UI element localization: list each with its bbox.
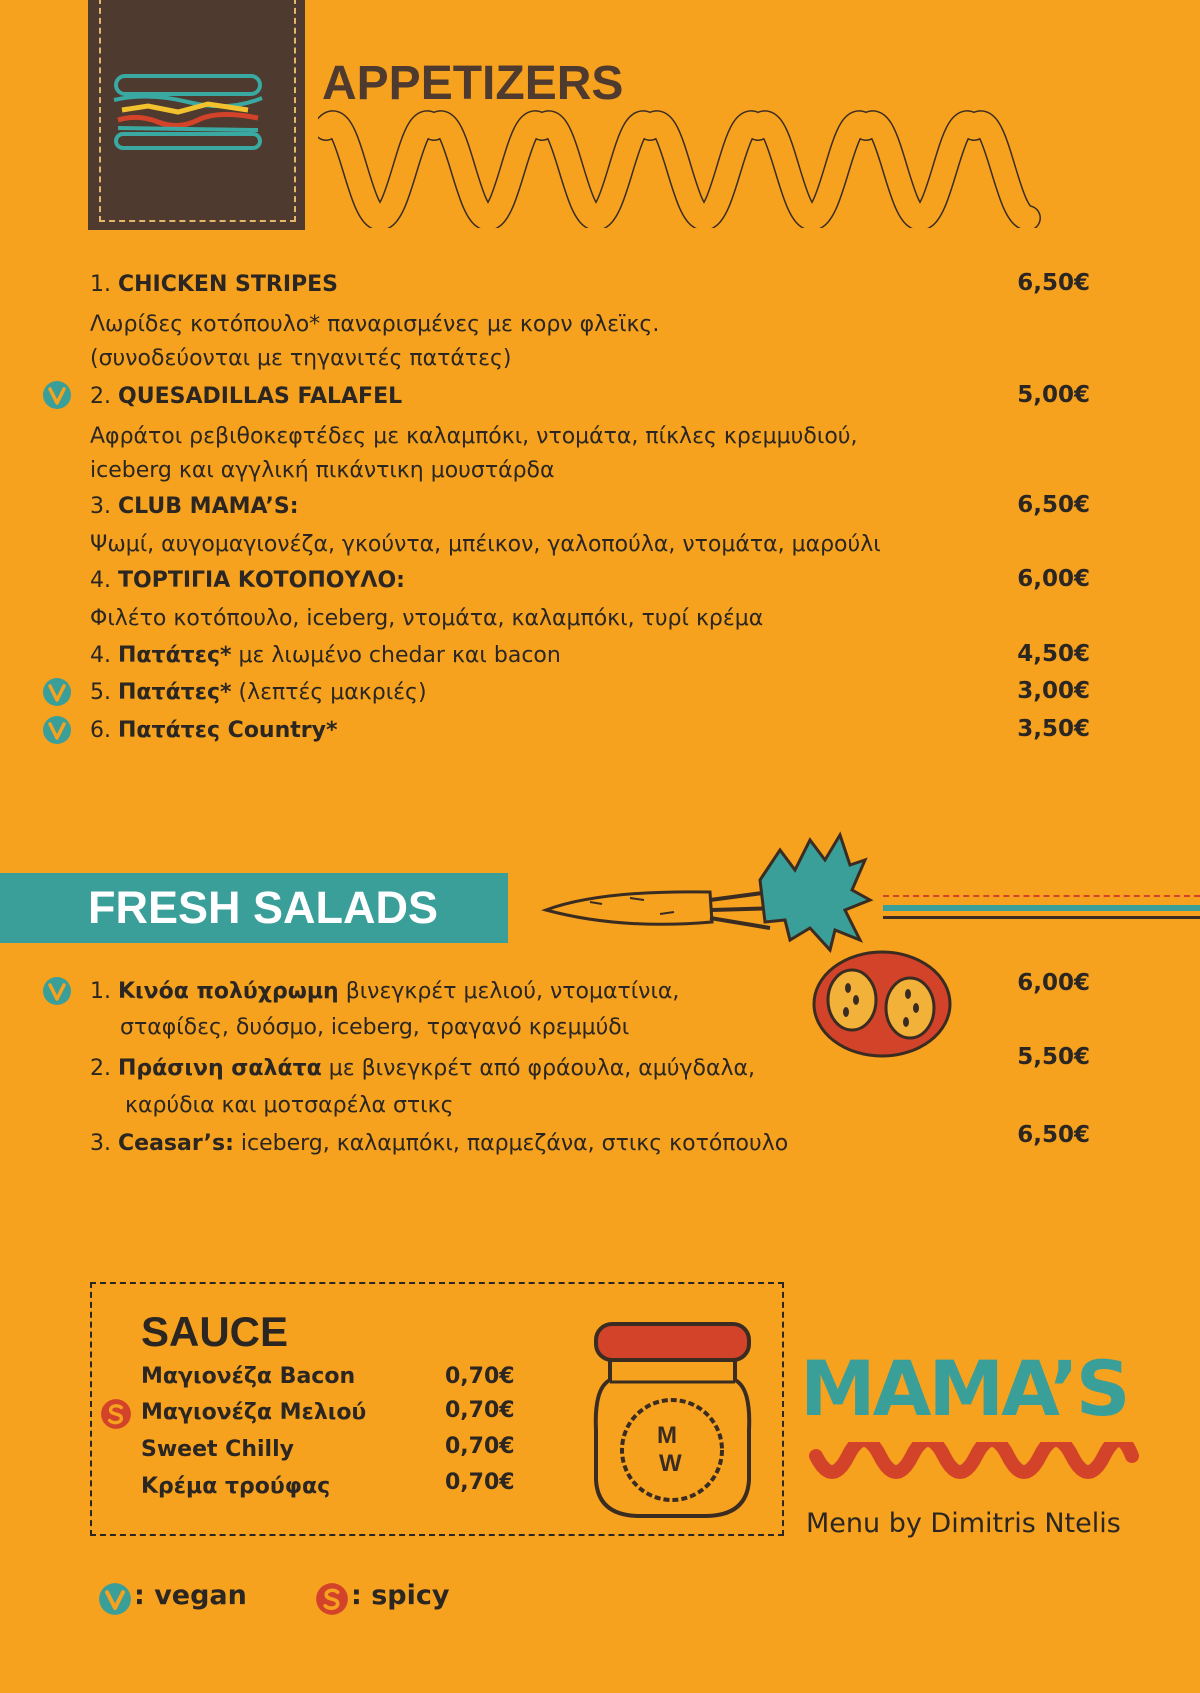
item-description: Λωρίδες κοτόπουλο* παναρισμένες με κορν φλεϊκς. [90,312,660,337]
sauce-title: SAUCE [141,1308,289,1355]
sauce-item-name: Μαγιονέζα Μελιού [141,1400,367,1425]
item-price: 5,00€ [1017,382,1090,408]
item-price: 6,50€ [1017,1122,1090,1148]
menu-item: 5. Πατάτες* (λεπτές μακριές) [90,680,427,705]
item-name: Πατάτες* [118,680,232,705]
vegan-icon [98,1582,132,1616]
item-price: 6,50€ [1017,492,1090,518]
item-description: Φιλέτο κοτόπουλο, iceberg, ντομάτα, καλαμπόκι, τυρί κρέμα [90,606,764,631]
salads-divider [883,895,1200,897]
item-description: σταφίδες, δυόσμο, iceberg, τραγανό κρεμμύδι [120,1015,630,1040]
menu-item: 3. CLUB MAMA’S: [90,494,299,519]
vegan-icon [42,380,72,410]
menu-item: 6. Πατάτες Country* [90,718,338,743]
jar-label: W [659,1450,682,1477]
salads-title: FRESH SALADS [88,882,439,933]
item-name: CLUB MAMA’S: [118,494,299,519]
menu-item: 1. CHICKEN STRIPES [90,272,339,297]
menu-item: 2. Πράσινη σαλάτα με βινεγκρέτ από φράουλα, αμύγδαλα, [90,1056,755,1081]
jar-icon [590,1320,755,1520]
credit-text: Menu by Dimitris Ntelis [806,1508,1121,1539]
menu-item: 1. Κινόα πολύχρωμη βινεγκρέτ μελιού, ντοματίνια, [90,979,680,1004]
item-name: Πατάτες Country* [118,718,338,743]
vegan-icon [42,715,72,745]
item-name: ΤΟΡΤΙΓΙΑ ΚΟΤΟΠΟΥΛΟ: [118,568,405,593]
menu-item: 2. QUESADILLAS FALAFEL [90,384,403,409]
item-price: 6,00€ [1017,970,1090,996]
item-price: 6,50€ [1017,270,1090,296]
item-name: CHICKEN STRIPES [118,272,339,297]
item-description: Αφράτοι ρεβιθοκεφτέδες με καλαμπόκι, ντομάτα, πίκλες κρεμμυδιού, [90,424,858,449]
salads-divider [883,916,1200,919]
item-name: Πατάτες* [118,643,232,668]
sandwich-icon [108,68,268,158]
item-description: iceberg και αγγλική πικάντικη μουστάρδα [90,458,555,483]
sauce-item-name: Μαγιονέζα Bacon [141,1364,356,1389]
item-name: QUESADILLAS FALAFEL [118,384,403,409]
vegan-icon [42,677,72,707]
item-name: Ceasar’s: [118,1131,234,1156]
sauce-item-price: 0,70€ [445,1470,515,1495]
menu-item: 4. Πατάτες* με λιωμένο chedar και bacon [90,643,561,668]
item-price: 4,50€ [1017,641,1090,667]
sauce-item-name: Sweet Chilly [141,1437,294,1462]
brand-wave [806,1442,1142,1496]
item-name: Πράσινη σαλάτα [118,1056,322,1081]
item-description: καρύδια και μοτσαρέλα στικς [125,1093,454,1118]
item-description: (συνοδεύονται με τηγανιτές πατάτες) [90,346,512,371]
menu-item: 3. Ceasar’s: iceberg, καλαμπόκι, παρμεζάνα, στικς κοτόπουλο [90,1131,789,1156]
legend-vegan-label: : vegan [134,1580,247,1611]
appetizers-title: APPETIZERS [322,57,624,110]
item-name: Κινόα πολύχρωμη [118,979,339,1004]
legend-spicy-label: : spicy [351,1580,450,1611]
item-price: 3,00€ [1017,678,1090,704]
wave-decoration [318,108,1048,228]
salads-divider [883,905,1200,911]
jar-label: M [657,1422,677,1449]
item-price: 5,50€ [1017,1044,1090,1070]
item-description: Ψωμί, αυγομαγιονέζα, γκούντα, μπέικον, γαλοπούλα, ντομάτα, μαρούλι [90,532,881,557]
sauce-item-name: Κρέμα τρούφας [141,1474,331,1499]
carrot-icon [540,830,880,960]
spicy-icon [315,1582,349,1616]
menu-item: 4. ΤΟΡΤΙΓΙΑ ΚΟΤΟΠΟΥΛΟ: [90,568,405,593]
vegan-icon [42,976,72,1006]
appetizers-badge [88,0,305,230]
item-price: 3,50€ [1017,716,1090,742]
brand-logo: MAMA’S [800,1344,1128,1433]
sauce-item-price: 0,70€ [445,1364,515,1389]
sauce-item-price: 0,70€ [445,1434,515,1459]
item-price: 6,00€ [1017,566,1090,592]
sauce-item-price: 0,70€ [445,1398,515,1423]
spicy-icon [100,1398,132,1430]
